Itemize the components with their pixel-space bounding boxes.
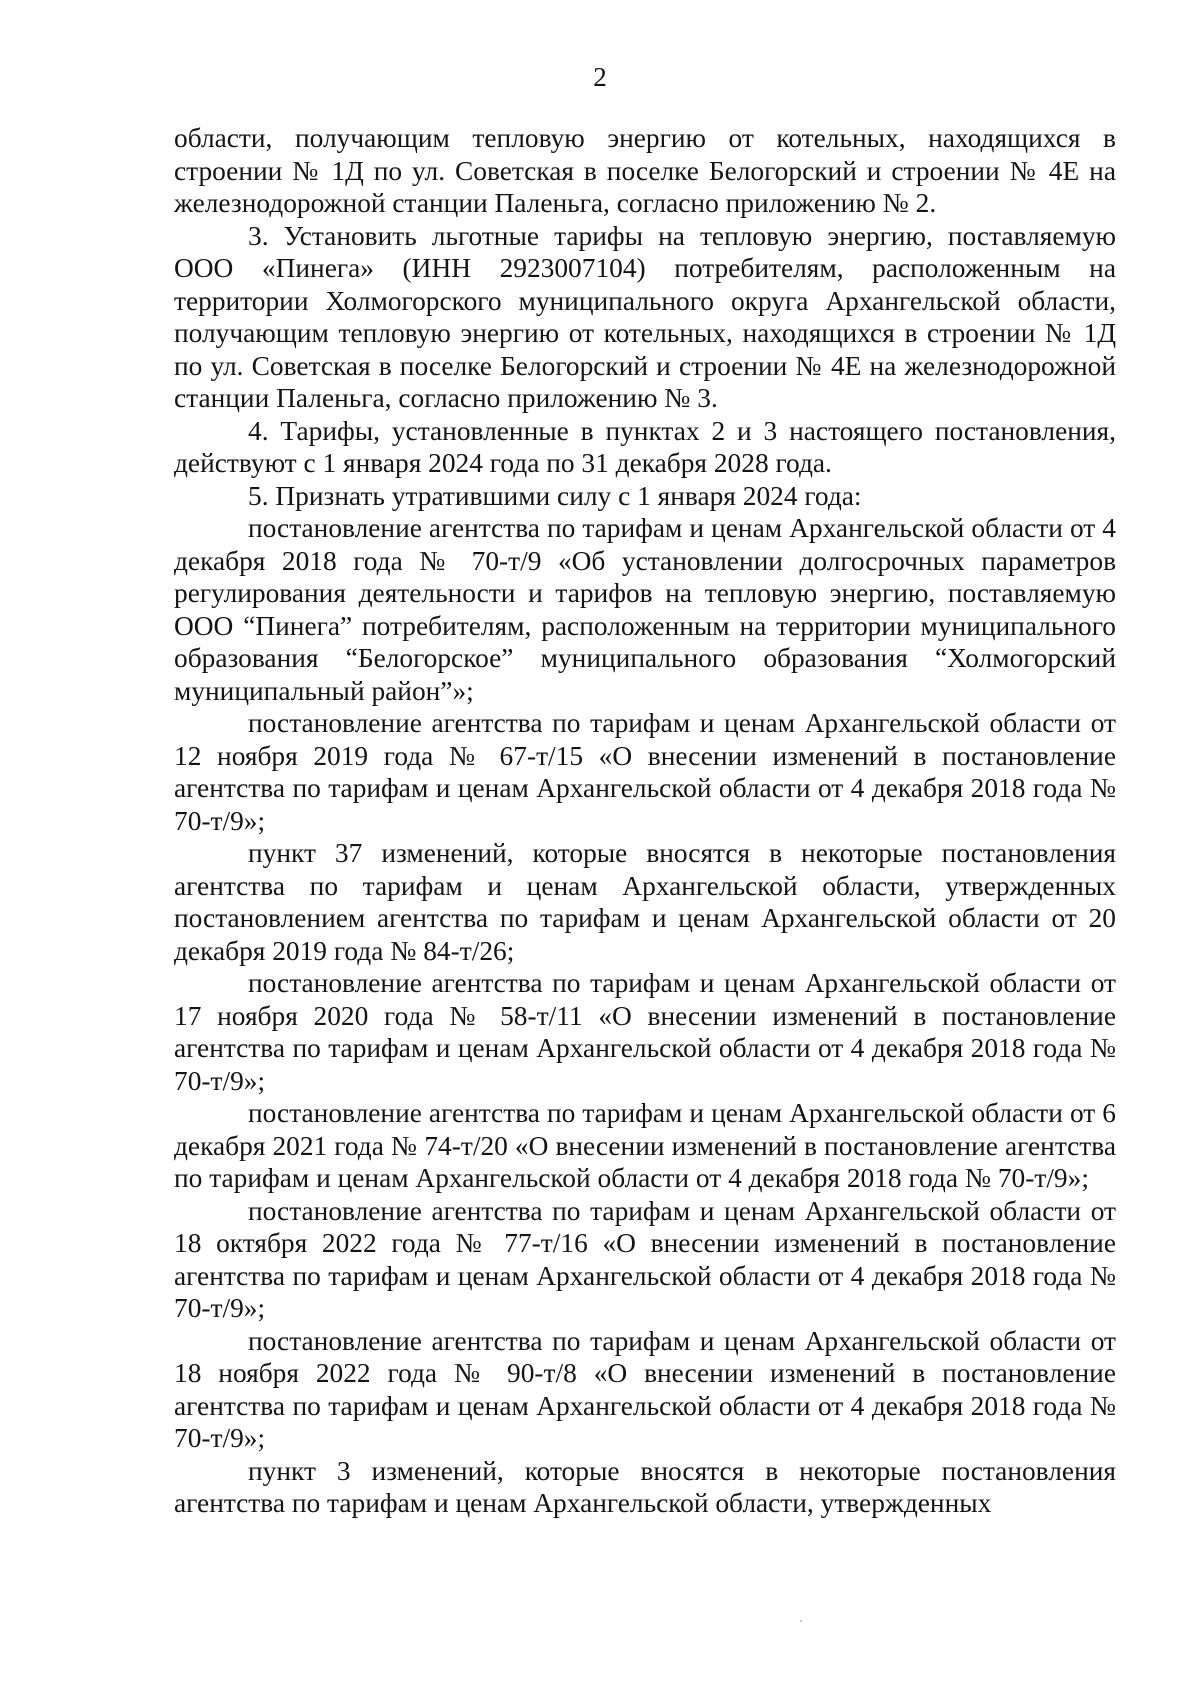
paragraph-item-3: 3. Установить льготные тарифы на тепловую энергию, поставляемую ООО «Пинега» (ИНН 2923007104) потребителям, расположенным на территории Холмогорского муниципального округа Архангельской области, получающим тепловую энергию от котельных, находящихся в строении № 1Д по ул. Советская в поселке Белогорский и строении № 4Е на железнодорожной станции Паленьга, согласно приложению № 3. — [174, 220, 1116, 413]
paragraph-item-4: 4. Тарифы, установленные в пунктах 2 и 3 настоящего постановления, действуют с 1 января 2024 года по 31 декабря 2028 года. — [174, 415, 1116, 478]
repealed-act-6: постановление агентства по тарифам и ценам Архангельской области от 18 октября 2022 года № 77-т/16 «О внесении изменений в постановление агентства по тарифам и ценам Архангельской области от 4 декабря 2018 года № 70-т/9»; — [174, 1195, 1116, 1323]
paragraph-continuation: области, получающим тепловую энергию от котельных, находящихся в строении № 1Д по ул. Советская в поселке Белогорский и строении № 4Е на железнодорожной станции Паленьга, согласно приложению № 2. — [174, 123, 1116, 218]
repealed-act-4: постановление агентства по тарифам и ценам Архангельской области от 17 ноября 2020 года № 58-т/11 «О внесении изменений в постановление агентства по тарифам и ценам Архангельской области от 4 декабря 2018 года № 70-т/9»; — [174, 968, 1116, 1096]
repealed-act-1: постановление агентства по тарифам и ценам Архангельской области от 4 декабря 2018 года № 70-т/9 «Об установлении долгосрочных параметров регулирования деятельности и тарифов на тепловую энергию, поставляемую ООО “Пинега” потребителям, расположенным на территории муниципального образования “Белогорское” муниципального образования “Холмогорский муниципальный район”»; — [174, 513, 1116, 706]
repealed-act-3: пункт 37 изменений, которые вносятся в некоторые постановления агентства по тарифам и ценам Архангельской области, утвержденных постановлением агентства по тарифам и ценам Архангельской области от 20 декабря 2019 года № 84-т/26; — [174, 838, 1116, 966]
repealed-act-7: постановление агентства по тарифам и ценам Архангельской области от 18 ноября 2022 года № 90-т/8 «О внесении изменений в постановление агентства по тарифам и ценам Архангельской области от 4 декабря 2018 года № 70-т/9»; — [174, 1325, 1116, 1453]
document-body — [174, 122, 1116, 1520]
scan-speck — [800, 1620, 802, 1622]
repealed-act-8: пункт 3 изменений, которые вносятся в некоторые постановления агентства по тарифам и ценам Архангельской области, утвержденных — [174, 1455, 1116, 1518]
repealed-act-5: постановление агентства по тарифам и ценам Архангельской области от 6 декабря 2021 года № 74-т/20 «О внесении изменений в постановление агентства по тарифам и ценам Архангельской области от 4 декабря 2018 года № 70-т/9»; — [174, 1098, 1116, 1193]
page-number: 2 — [593, 62, 607, 92]
paragraph-item-5: 5. Признать утратившими силу с 1 января 2024 года: — [248, 480, 862, 511]
repealed-act-2: постановление агентства по тарифам и ценам Архангельской области от 12 ноября 2019 года № 67-т/15 «О внесении изменений в постановление агентства по тарифам и ценам Архангельской области от 4 декабря 2018 года № 70-т/9»; — [174, 708, 1116, 836]
